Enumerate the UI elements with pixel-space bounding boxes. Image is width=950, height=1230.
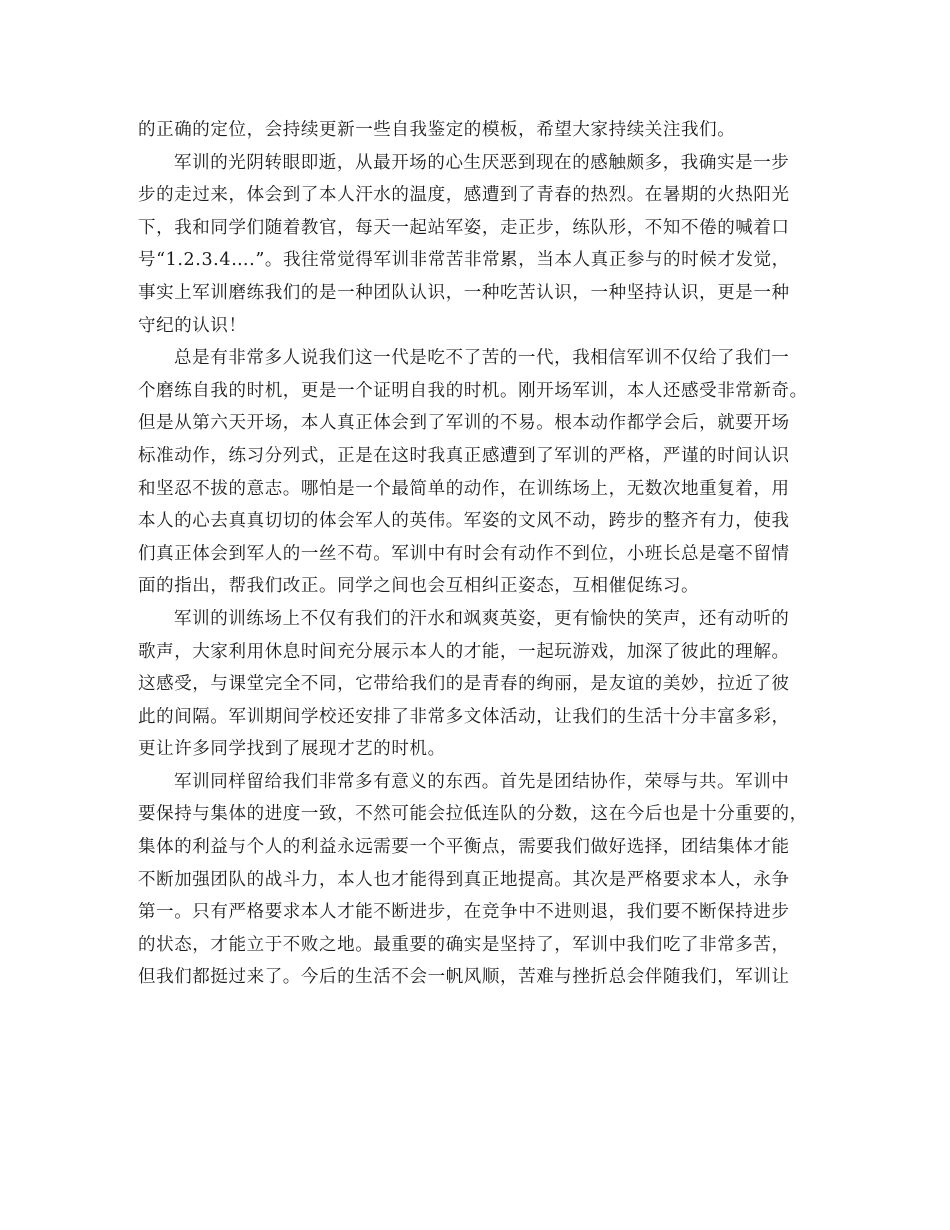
paragraph-military-training-time: 军训的光阴转眼即逝，从最开场的心生厌恶到现在的感触颇多，我确实是一步 步的走过来，体会到了本人汗水的温度，感遭到了青春的热烈。在暑期的火热阳光 下，我和同学们随着教官，每天一起站军姿，走正步，练队形，不知不倦的喊着口 号“1.2.3.4….”。我往常觉得军训非常苦非常累，当本人真正参与的时候才发觉， 事实上军训磨练我们的是一种团队认识，一种吃苦认识，一种坚持认识，更是一种 守纪的认识！: [138, 152, 790, 336]
paragraph-continuation: 的正确的定位，会持续更新一些自我鉴定的模板，希望大家持续关注我们。: [138, 120, 736, 140]
paragraph-meaningful-lessons: 军训同样留给我们非常多有意义的东西。首先是团结协作，荣辱与共。军训中 要保持与集体的进度一致，不然可能会拉低连队的分数，这在今后也是十分重要的， 集体的利益与个人的利益永远需要一个平衡点，需要我们做好选择，团结集体才能 不断加强团队的战斗力，本人也才能得到真正地提高。其次是严格要求本人，永争 第一。只有严格要求本人才能不断进步，在竞争中不进则退，我们要不断保持进步 的状态，才能立于不败之地。最重要的确实是坚持了，军训中我们吃了非常多苦， 但我们都挺过来了。今后的生活不会一帆风顺，苦难与挫折总会伴随我们，军训让: [138, 771, 808, 988]
paragraph-prove-yourself: 总是有非常多人说我们这一代是吃不了苦的一代，我相信军训不仅给了我们一 个磨练自我的时机，更是一个证明自我的时机。刚开场军训，本人还感受非常新奇。 但是从第六天开场，本人真正体会到了军训的不易。根本动作都学会后，就要开场 标准动作，练习分列式，正是在这时我真正感遭到了军训的严格，严谨的时间认识 和坚忍不拔的意志。哪怕是一个最简单的动作，在训练场上，无数次地重复着，用 本人的心去真真切切的体会军人的英伟。军姿的文风不动，跨步的整齐有力，使我 们真正体会到军人的一丝不苟。军训中有时会有动作不到位，小班长总是毫不留情 面的指出，帮我们改正。同学之间也会互相纠正姿态，互相催促练习。: [138, 348, 808, 597]
document-body: [138, 114, 814, 994]
paragraph-training-ground-joy: 军训的训练场上不仅有我们的汗水和飒爽英姿，更有愉快的笑声，还有动听的 歌声，大家利用休息时间充分展示本人的才能，一起玩游戏，加深了彼此的理解。 这感受，与课堂完全不同，它带给我们的是青春的绚丽，是友谊的美妙，拉近了彼 此的间隔。军训期间学校还安排了非常多文体活动，让我们的生活十分丰富多彩， 更让许多同学找到了展现才艺的时机。: [138, 608, 790, 760]
